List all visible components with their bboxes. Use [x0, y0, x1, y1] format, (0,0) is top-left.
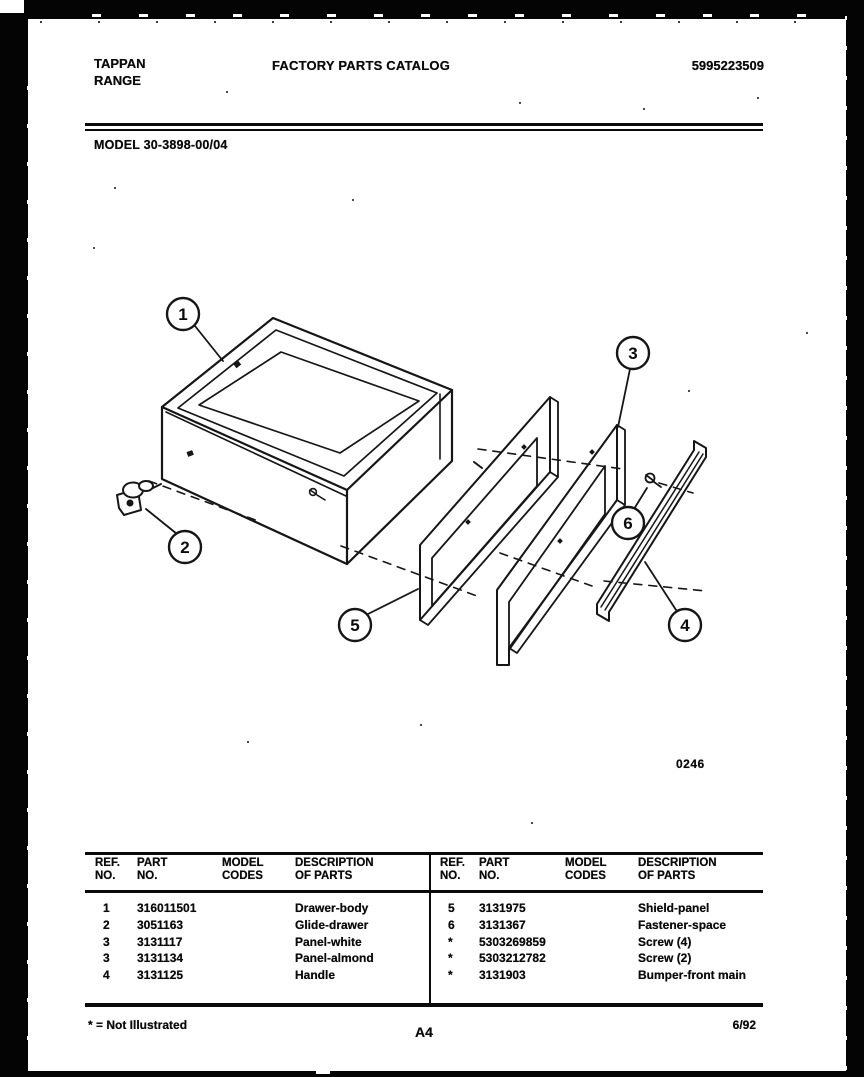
header-line: CODES — [565, 870, 606, 882]
callout-5-label: 5 — [350, 616, 360, 635]
scan-speck — [352, 199, 354, 201]
callout-4 — [669, 609, 701, 641]
rivet-mark — [521, 444, 527, 450]
callout-3 — [617, 337, 649, 369]
scan-border-left — [0, 13, 28, 1077]
brand-line-1: TAPPAN — [94, 56, 146, 71]
callout-4-label: 4 — [680, 616, 690, 635]
screw-detail — [310, 489, 325, 500]
part-cell: 3131903 — [479, 968, 526, 983]
part-cell: 3131975 — [479, 901, 526, 915]
header-cell-part — [137, 857, 222, 883]
header-cell-desc — [638, 857, 760, 883]
scan-noise-strip — [27, 60, 29, 1040]
ref-cell: 2 — [103, 917, 110, 932]
header-line: NO. — [137, 870, 158, 882]
header-line: DESCRIPTION — [638, 857, 717, 869]
ref-cell: 3 — [103, 951, 110, 966]
desc-cell: Screw (2) — [638, 951, 692, 966]
desc-cell: Bumper-front main — [638, 968, 746, 983]
header-line: REF. — [440, 857, 465, 869]
table-row — [440, 918, 760, 935]
part-cell: 3051163 — [137, 917, 184, 932]
part-cell: 5303269859 — [479, 934, 546, 949]
scan-noise-strip — [92, 14, 822, 17]
publication-number: 5995223509 — [691, 58, 764, 73]
desc-cell: Drawer-body — [295, 901, 369, 915]
ref-cell: 6 — [448, 917, 455, 932]
header-line: NO. — [95, 870, 116, 882]
desc-cell: Panel-white — [295, 934, 362, 949]
brand-line-2: RANGE — [94, 73, 141, 88]
header-line: MODEL — [565, 857, 607, 869]
rivet-mark — [557, 538, 563, 544]
header-cell-ref — [440, 857, 479, 883]
page-title: FACTORY PARTS CATALOG — [271, 58, 451, 73]
scan-speck — [93, 247, 95, 249]
model-number: MODEL 30-3898-00/04 — [94, 138, 228, 152]
callout-3-label: 3 — [628, 344, 638, 363]
callout-1-label: 1 — [178, 305, 188, 324]
codes-cell — [565, 901, 638, 918]
callout-1 — [167, 298, 199, 330]
table-center-divider — [429, 852, 431, 1005]
part-cell: 5303212782 — [479, 951, 546, 966]
table-row — [95, 935, 425, 952]
header-line: NO. — [479, 870, 500, 882]
callout-6-label: 6 — [623, 514, 633, 533]
fastener-spacer-part — [646, 474, 662, 488]
ref-cell: 3 — [103, 934, 110, 949]
table-row — [440, 968, 760, 985]
part-cell: 316011501 — [137, 901, 197, 915]
codes-cell — [565, 951, 638, 968]
codes-cell — [222, 935, 295, 952]
rivet-mark — [186, 450, 193, 457]
scan-noise-strip — [845, 10, 847, 1070]
header-cell-ref — [95, 857, 137, 883]
ref-cell: * — [448, 951, 453, 966]
scan-noise-strip — [40, 21, 830, 23]
ref-cell: * — [448, 934, 453, 949]
codes-cell — [565, 935, 638, 952]
parts-table-left — [95, 852, 425, 1005]
scan-border-bottom — [0, 1071, 864, 1077]
part-cell: 3131117 — [137, 934, 183, 949]
callout-5 — [339, 609, 371, 641]
desc-cell: Fastener-space — [638, 917, 727, 932]
header-cell-codes — [222, 857, 295, 883]
table-row — [95, 951, 425, 968]
rivet-mark — [589, 449, 595, 455]
callout-2-label: 2 — [180, 538, 190, 557]
parts-table-right — [440, 852, 760, 1005]
table-row — [95, 968, 425, 985]
header-line: OF PARTS — [638, 870, 696, 882]
codes-cell — [222, 951, 295, 968]
desc-cell: Handle — [295, 968, 336, 983]
codes-cell — [565, 918, 638, 935]
rivet-mark — [233, 361, 241, 369]
scan-speck — [531, 822, 533, 824]
scan-speck — [226, 91, 228, 93]
header-cell-desc — [295, 857, 425, 883]
drawing-number: 0246 — [676, 757, 705, 771]
desc-cell: Screw (4) — [638, 934, 692, 949]
table-row — [95, 918, 425, 935]
codes-cell — [565, 968, 638, 985]
scan-speck — [114, 187, 116, 189]
drawer-body-part — [162, 318, 482, 564]
part-cell: 3131125 — [137, 968, 184, 983]
part-cell: 3131367 — [479, 917, 526, 932]
ref-cell: * — [448, 968, 453, 983]
table-header-right — [440, 857, 760, 883]
header-line: REF. — [95, 857, 120, 869]
header-line: PART — [137, 857, 168, 869]
header-line: OF PARTS — [295, 870, 353, 882]
page-number: A4 — [415, 1024, 433, 1040]
callout-2 — [169, 531, 201, 563]
table-body-left — [95, 901, 425, 985]
codes-cell — [222, 968, 295, 985]
part-cell: 3131134 — [137, 951, 184, 966]
table-row — [95, 901, 425, 918]
header-line: MODEL — [222, 857, 264, 869]
desc-cell: Panel-almond — [295, 951, 374, 966]
scan-speck — [806, 332, 808, 334]
scan-corner-patch — [0, 0, 24, 13]
desc-cell: Glide-drawer — [295, 917, 369, 932]
callout-6 — [612, 507, 644, 539]
not-illustrated-note: * = Not Illustrated — [88, 1018, 188, 1032]
parts-table — [85, 852, 763, 1008]
scan-speck — [519, 102, 521, 104]
scan-noise-mark — [316, 1071, 330, 1074]
scan-speck — [643, 108, 645, 110]
header-line: DESCRIPTION — [295, 857, 374, 869]
glide-part — [117, 481, 161, 515]
ref-cell: 1 — [103, 901, 110, 915]
codes-cell — [222, 918, 295, 935]
table-row — [440, 901, 760, 918]
table-row — [440, 951, 760, 968]
codes-cell — [222, 901, 295, 918]
header-cell-codes — [565, 857, 638, 883]
desc-cell: Shield-panel — [638, 901, 710, 915]
ref-cell: 4 — [103, 968, 110, 983]
header-line: CODES — [222, 870, 263, 882]
table-header-left — [95, 857, 425, 883]
header-line: PART — [479, 857, 510, 869]
header-cell-part — [479, 857, 565, 883]
table-body-right — [440, 901, 760, 985]
scan-border-right — [846, 0, 864, 1077]
scan-speck — [247, 741, 249, 743]
table-row — [440, 935, 760, 952]
scan-speck — [420, 724, 422, 726]
scan-speck — [688, 390, 690, 392]
date-code: 6/92 — [732, 1018, 756, 1032]
header-line: NO. — [440, 870, 461, 882]
scan-speck — [757, 97, 759, 99]
ref-cell: 5 — [448, 901, 455, 915]
